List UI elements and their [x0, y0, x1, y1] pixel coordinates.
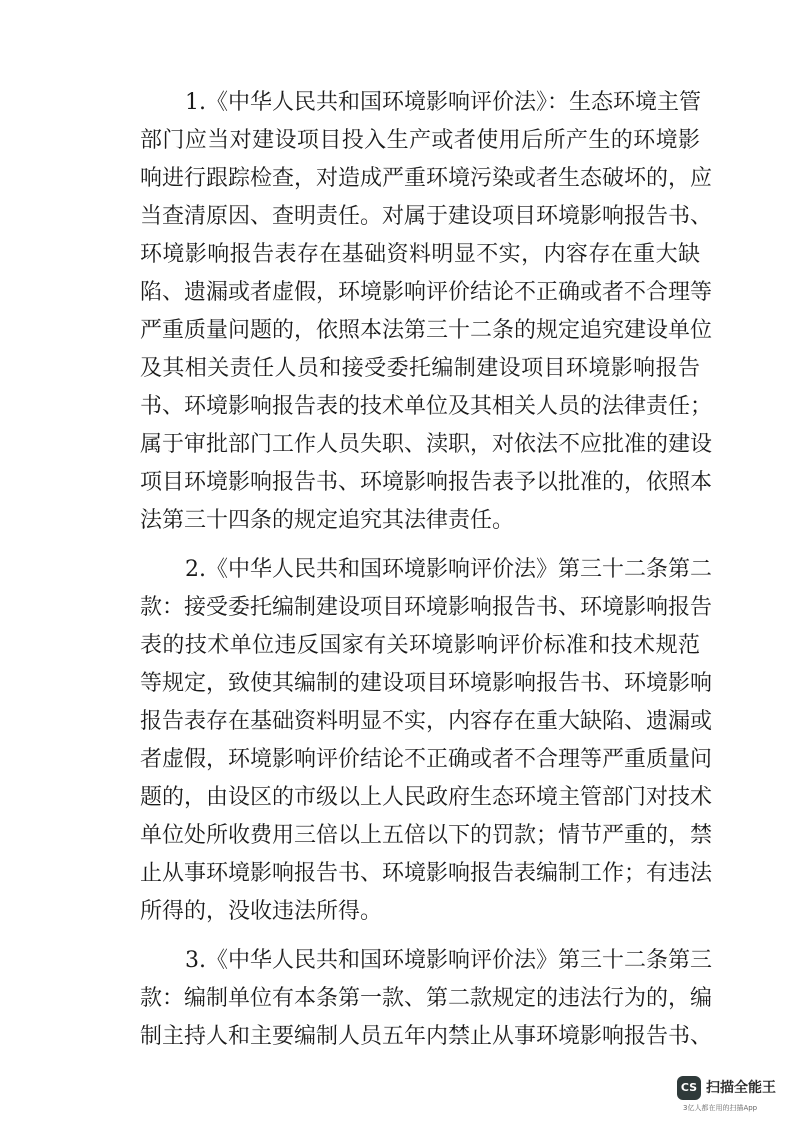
paragraph-1-line: 陷、遗漏或者虚假，环境影响评价结论不正确或者不合理等: [140, 280, 713, 305]
watermark-app-name: 扫描全能王: [706, 1080, 776, 1096]
paragraph-1-line: 书、环境影响报告表的技术单位及其相关人员的法律责任；: [140, 394, 713, 419]
paragraph-2-line: 等规定，致使其编制的建设项目环境影响报告书、环境影响: [140, 671, 713, 696]
paragraph-1-line: 严重质量问题的，依照本法第三十二条的规定追究建设单位: [140, 318, 713, 343]
paragraph-2-line: 表的技术单位违反国家有关环境影响评价标准和技术规范: [140, 633, 700, 658]
paragraph-1-line: 当查清原因、查明责任。对属于建设项目环境影响报告书、: [140, 204, 713, 229]
camscanner-logo-icon: CS: [677, 1076, 701, 1100]
scanner-watermark: [677, 1068, 787, 1118]
paragraph-1-line: 响进行跟踪检查，对造成严重环境污染或者生态破坏的，应: [140, 166, 713, 191]
paragraph-2-line: 单位处所收费用三倍以上五倍以下的罚款；情节严重的，禁: [140, 823, 713, 848]
paragraph-1-line: 部门应当对建设项目投入生产或者使用后所产生的环境影: [140, 128, 700, 153]
paragraph-2-line: 者虚假，环境影响评价结论不正确或者不合理等严重质量问: [140, 747, 713, 772]
paragraph-2-line: 所得的，没收违法所得。: [140, 899, 383, 924]
paragraph-2-line: 止从事环境影响报告书、环境影响报告表编制工作；有违法: [140, 861, 713, 886]
paragraph-1-line: 项目环境影响报告书、环境影响报告表予以批准的，依照本: [140, 470, 713, 495]
paragraph-2-line: 报告表存在基础资料明显不实，内容存在重大缺陷、遗漏或: [140, 709, 713, 734]
watermark-tagline: 3亿人都在用的扫描App: [683, 1104, 758, 1112]
paragraph-1-line: 1.《中华人民共和国环境影响评价法》：生态环境主管: [185, 90, 701, 115]
paragraph-3-line: 制主持人和主要编制人员五年内禁止从事环境影响报告书、: [140, 1024, 713, 1049]
paragraph-2-line: 款：接受委托编制建设项目环境影响报告书、环境影响报告: [140, 595, 713, 620]
paragraph-1-line: 属于审批部门工作人员失职、渎职，对依法不应批准的建设: [140, 432, 713, 457]
paragraph-3-line: 款：编制单位有本条第一款、第二款规定的违法行为的，编: [140, 986, 713, 1011]
paragraph-1-line: 法第三十四条的规定追究其法律责任。: [140, 508, 515, 533]
paragraph-1-line: 环境影响报告表存在基础资料明显不实，内容存在重大缺: [140, 242, 700, 267]
paragraph-2-line: 2.《中华人民共和国环境影响评价法》第三十二条第二: [185, 557, 712, 582]
paragraph-3-line: 3.《中华人民共和国环境影响评价法》第三十二条第三: [185, 948, 712, 973]
paragraph-1-line: 及其相关责任人员和接受委托编制建设项目环境影响报告: [140, 356, 700, 381]
paragraph-2-line: 题的，由设区的市级以上人民政府生态环境主管部门对技术: [140, 785, 713, 810]
